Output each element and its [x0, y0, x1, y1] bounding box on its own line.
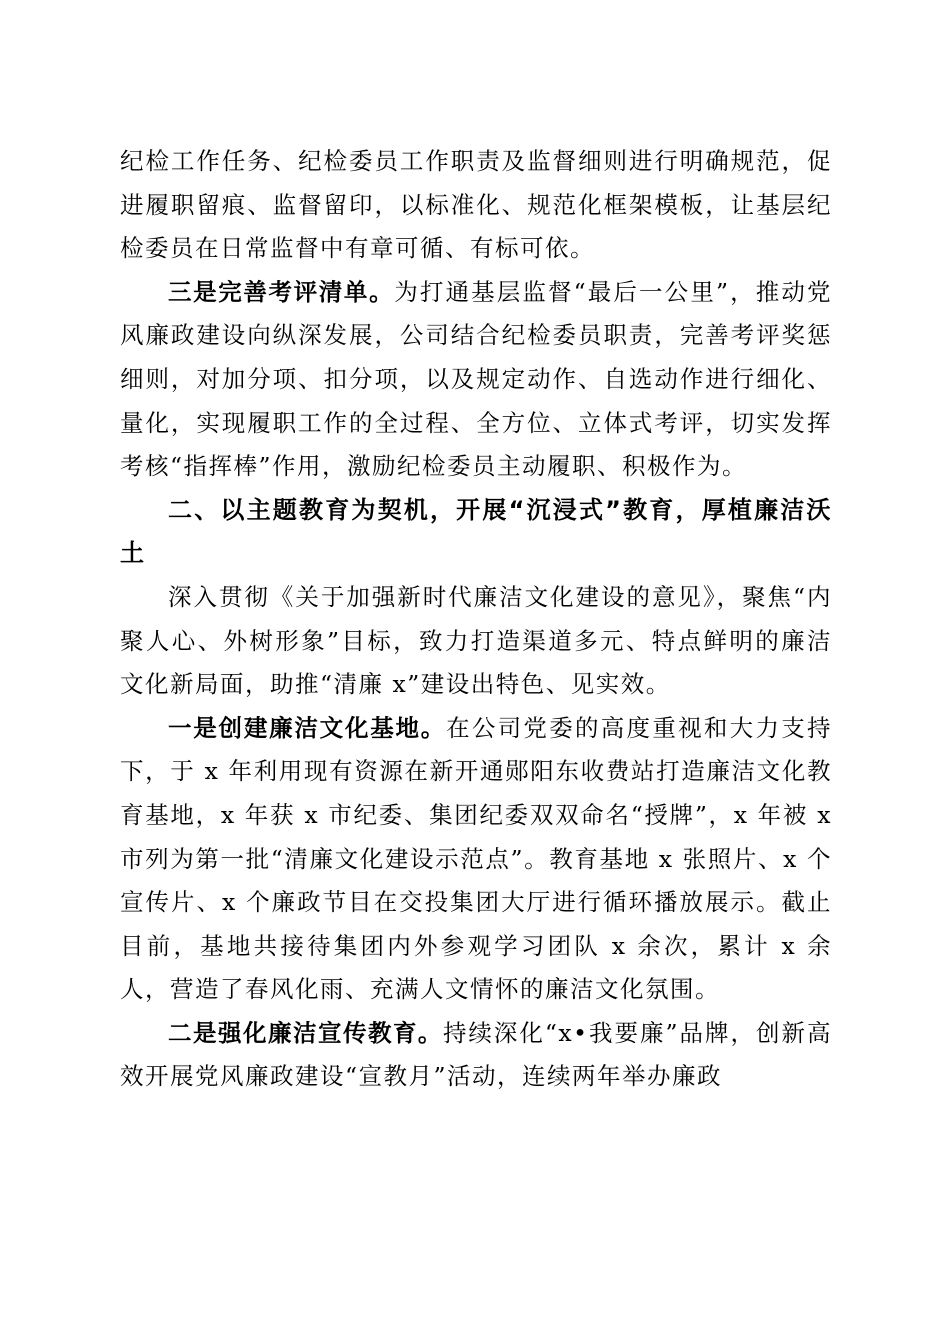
- paragraph-lead: 三是完善考评清单。: [168, 277, 395, 306]
- paragraph-lead: 二是强化廉洁宣传教育。: [168, 1018, 443, 1047]
- paragraph-body: 在公司党委的高度重视和大力支持下，于 x 年利用现有资源在新开通郧阳东收费站打造廉洁文化教育基地，x 年获 x 市纪委、集团纪委双双命名“授牌”，x 年被 x 市列为第一批“清廉文化建设示范点”。教育基地 x 张照片、x 个宣传片、x 个廉政节目在交投集团大厅进行循环播放展示。截止目前，基地共接待集团内外参观学习团队 x 余次，累计 x 余人，营造了春风化雨、充满人文情怀的廉洁文化氛围。: [120, 713, 833, 1004]
- document-page: [120, 140, 832, 1099]
- paragraph-evaluation-list: [120, 271, 832, 489]
- paragraph-culture-base: [120, 707, 832, 1012]
- paragraph-body: 持续深化“x•我要廉”品牌，创新高效开展党风廉政建设“宣教月”活动，连续两年举办廉政: [120, 1018, 832, 1091]
- paragraph-lead: 一是创建廉洁文化基地。: [168, 713, 447, 742]
- paragraph-continuation: 纪检工作任务、纪检委员工作职责及监督细则进行明确规范，促进履职留痕、监督留印，以标准化、规范化框架模板，让基层纪检委员在日常监督中有章可循、有标可依。: [120, 147, 832, 263]
- paragraph-body: 为打通基层监督“最后一公里”，推动党风廉政建设向纵深发展，公司结合纪检委员职责，完善考评奖惩细则，对加分项、扣分项，以及规定动作、自选动作进行细化、量化，实现履职工作的全过程、全方位、立体式考评，切实发挥考核“指挥棒”作用，激励纪检委员主动履职、积极作为。: [120, 277, 832, 481]
- section-heading: 二、以主题教育为契机，开展“沉浸式”教育，厚植廉洁沃土: [120, 495, 832, 568]
- paragraph-intro: 深入贯彻《关于加强新时代廉洁文化建设的意见》，聚焦“内聚人心、外树形象”目标，致力打造渠道多元、特点鲜明的廉洁文化新局面，助推“清廉 x”建设出特色、见实效。: [120, 582, 832, 699]
- paragraph-publicity-education: [120, 1012, 832, 1099]
